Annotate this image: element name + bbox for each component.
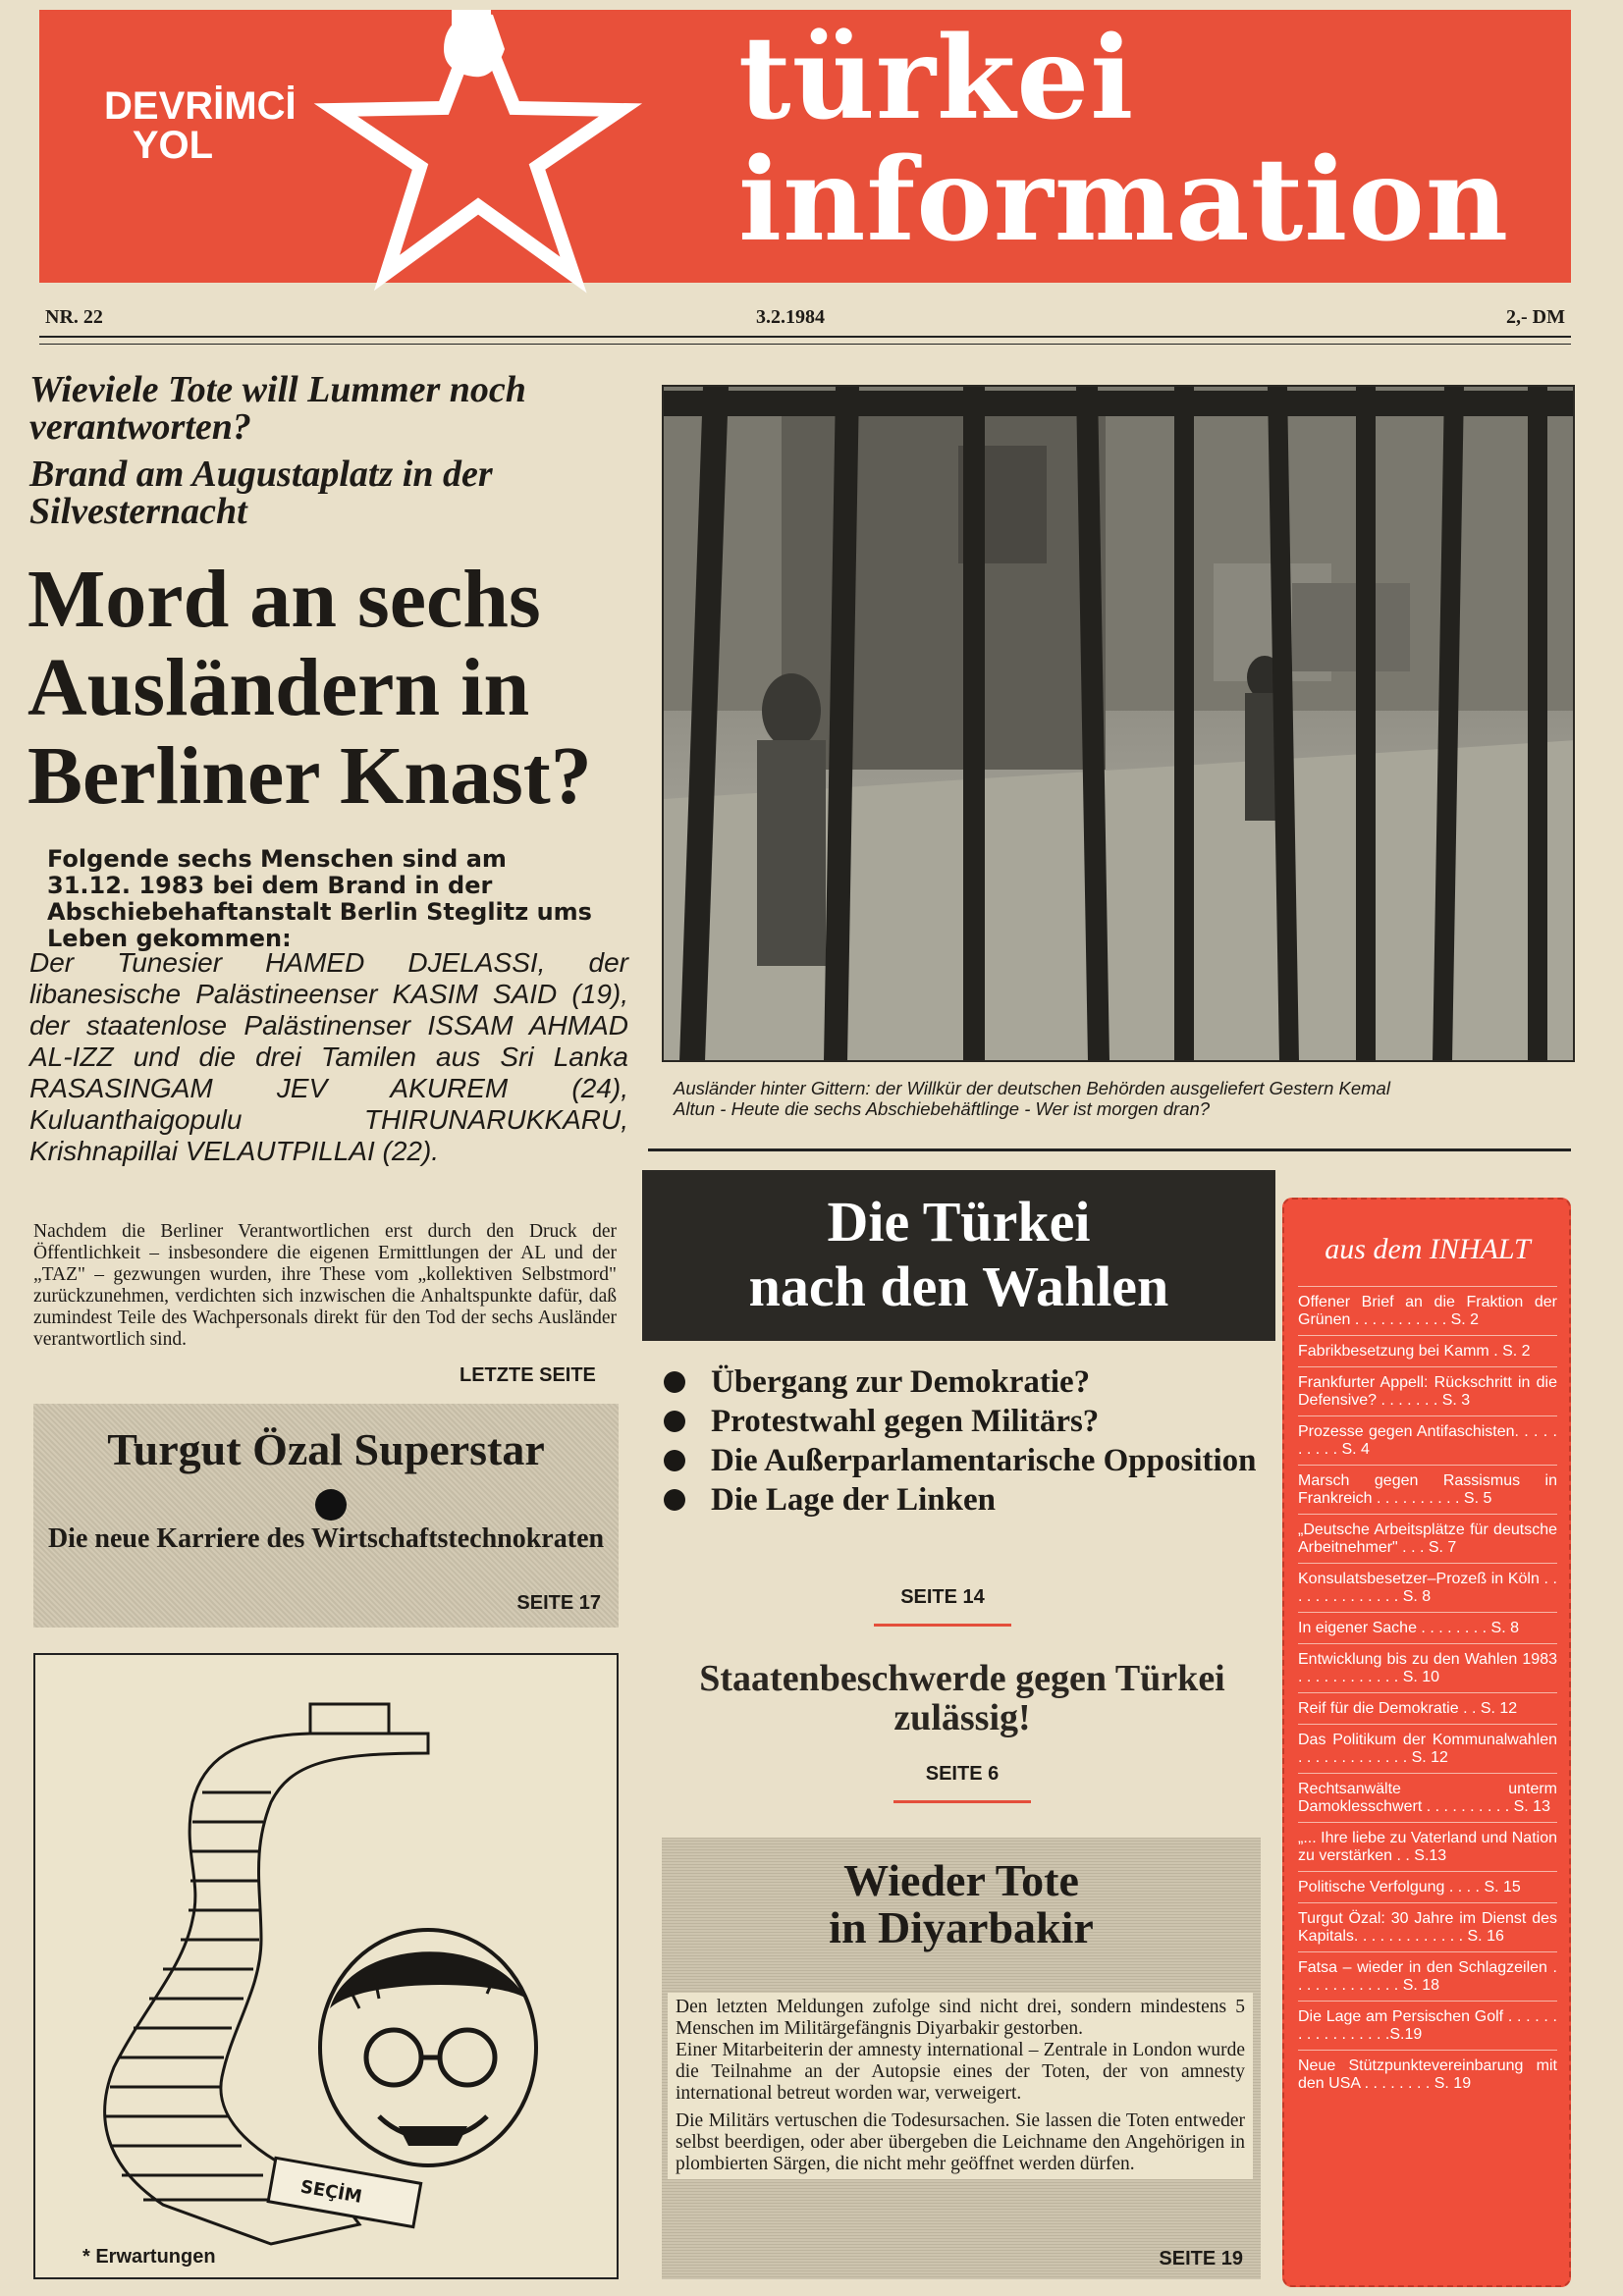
contents-item: Die Lage am Persischen Golf . . . . . . . . . . . . . . . . .S.19 bbox=[1298, 2001, 1557, 2050]
paragraph: Einer Mitarbeiterin der amnesty international – Zentrale in London wurde die Teilnahme an der Autopsie eines der Toten, der von amnesty international betreut worden war, verweigert. bbox=[676, 2040, 1245, 2104]
list-item bbox=[660, 1402, 1288, 1441]
contents-item: „... Ihre liebe zu Vaterland und Nation zu verstärken . . S.13 bbox=[1298, 1822, 1557, 1871]
red-divider bbox=[874, 1624, 1011, 1627]
wahlen-headline-2: nach den Wahlen bbox=[748, 1255, 1169, 1318]
wahlen-headline-1: Die Türkei bbox=[827, 1190, 1091, 1254]
ozal-subline: Die neue Karriere des Wirtschaftstechnokraten bbox=[47, 1523, 605, 1554]
lead-lede: Folgende sechs Menschen sind am 31.12. 1983 bei dem Brand in der Abschiebehaftanstalt Berlin Steglitz ums Leben gekommen: bbox=[47, 845, 592, 952]
bullet-text: Protestwahl gegen Militärs? bbox=[711, 1404, 1100, 1439]
kicker-1: Wieviele Tote will Lummer noch verantworten? bbox=[29, 369, 526, 448]
photo-caption: Ausländer hinter Gittern: der Willkür der deutschen Behörden ausgeliefert Gestern Kemal Altun - Heute die sechs Abschiebehäftlinge - Wer ist morgen dran? bbox=[674, 1078, 1390, 1119]
ozal-headline: Turgut Özal Superstar bbox=[107, 1424, 545, 1474]
bullet-text: Die Lage der Linken bbox=[711, 1482, 996, 1518]
paragraph: Den letzten Meldungen zufolge sind nicht drei, sondern mindestens 5 Menschen im Militärgefängnis Diyarbakir gestorben. bbox=[676, 1997, 1245, 2039]
lead-headline: Mord an sechs Ausländern in Berliner Knast? bbox=[27, 554, 592, 822]
masthead bbox=[39, 10, 1571, 283]
staaten-page-ref: SEITE 6 bbox=[925, 1763, 1000, 1785]
diyarbakir-headline-2: in Diyarbakir bbox=[829, 1902, 1094, 1952]
staaten-headline: Staatenbeschwerde gegen Türkei zulässig! bbox=[699, 1658, 1225, 1738]
divider-rule bbox=[648, 1148, 1571, 1151]
contents-item: Rechtsanwälte unterm Damoklesschwert . . . . . . . . . . S. 13 bbox=[1298, 1773, 1557, 1822]
prison-bars-photo bbox=[662, 385, 1575, 1062]
contents-heading: aus dem INHALT bbox=[1325, 1233, 1531, 1265]
title-line-1: türkei bbox=[738, 12, 1135, 145]
bullet-dot-icon bbox=[664, 1411, 685, 1432]
ozal-page-ref: SEITE 17 bbox=[516, 1592, 601, 1614]
contents-item: In eigener Sache . . . . . . . . S. 8 bbox=[1298, 1612, 1557, 1643]
bullet-dot-icon bbox=[664, 1450, 685, 1471]
divider-rule bbox=[39, 344, 1571, 345]
bullet-dot-icon bbox=[664, 1371, 685, 1393]
diyarbakir-headline bbox=[662, 1857, 1261, 1951]
list-item bbox=[660, 1441, 1288, 1480]
red-divider bbox=[893, 1800, 1031, 1803]
logo-line-2: YOL bbox=[132, 124, 214, 167]
contents-item: Fabrikbesetzung bei Kamm . S. 2 bbox=[1298, 1335, 1557, 1366]
contents-item: Politische Verfolgung . . . . S. 15 bbox=[1298, 1871, 1557, 1902]
title-line-2: information bbox=[738, 133, 1510, 267]
wahlen-page-ref: SEITE 14 bbox=[900, 1586, 985, 1608]
contents-item: Frankfurter Appell: Rückschritt in die Defensive? . . . . . . . S. 3 bbox=[1298, 1366, 1557, 1415]
wahlen-headline-box bbox=[642, 1170, 1275, 1341]
contents-sidebar bbox=[1282, 1198, 1571, 2287]
logo-line-1: DEVRİMCİ bbox=[104, 84, 297, 128]
contents-item: Offener Brief an die Fraktion der Grünen . . . . . . . . . . . S. 2 bbox=[1298, 1286, 1557, 1335]
diyarbakir-headline-1: Wieder Tote bbox=[843, 1855, 1079, 1905]
star-fist-icon bbox=[297, 10, 689, 294]
diyarbakir-body bbox=[668, 1993, 1253, 2179]
lead-body: Nachdem die Berliner Verantwortlichen erst durch den Druck der Öffentlichkeit – insbesondere die eigenen Ermittlungen der AL und der „TAZ" – gezwungen wurden, ihre These vom „kollektiven Selbstmord" zurückzunehmen, verdichten sich inzwischen die Anhaltspunkte dafür, daß zumindest Teile des Wachpersonals direkt für den Tod der sechs Ausländer verantwortlich sind. bbox=[33, 1221, 617, 1350]
kicker-2: Brand am Augustaplatz in der Silvesternacht bbox=[29, 454, 493, 532]
lead-victims-list: Der Tunesier HAMED DJELASSI, der libanesische Palästineenser KASIM SAID (19), der staatenlose Palästinenser ISSAM AHMAD AL-IZZ und die drei Tamilen aus Sri Lanka RASASINGAM JEV AKUREM (24), Kuluanthaigopulu THIRUNARUKKARU, Krishnapillai VELAUTPILLAI (22). bbox=[29, 947, 628, 1166]
contents-item: Konsulatsbesetzer–Prozeß in Köln . . . . . . . . . . . . . . S. 8 bbox=[1298, 1563, 1557, 1612]
staircase-cartoon-icon bbox=[35, 1655, 621, 2281]
devrimci-yol-logo bbox=[104, 84, 297, 167]
diyarbakir-page-ref: SEITE 19 bbox=[1159, 2248, 1243, 2269]
bullet-dot-icon bbox=[315, 1489, 347, 1521]
divider-rule bbox=[39, 336, 1571, 338]
photo-illustration bbox=[664, 387, 1575, 1062]
ozal-teaser-box bbox=[33, 1404, 619, 1628]
issue-price: 2,- DM bbox=[1506, 306, 1565, 328]
contents-item: Marsch gegen Rassismus in Frankreich . . . . . . . . . . S. 5 bbox=[1298, 1465, 1557, 1514]
issue-date: 3.2.1984 bbox=[756, 306, 825, 328]
bullet-text: Die Außerparlamentarische Opposition bbox=[711, 1443, 1257, 1478]
contents-item: Reif für die Demokratie . . S. 12 bbox=[1298, 1692, 1557, 1724]
bullet-text: Übergang zur Demokratie? bbox=[711, 1364, 1091, 1400]
ozal-cartoon bbox=[33, 1653, 619, 2279]
newspaper-title bbox=[738, 12, 1510, 267]
contents-item: Turgut Özal: 30 Jahre im Dienst des Kapitals. . . . . . . . . . . . . S. 16 bbox=[1298, 1902, 1557, 1951]
contents-item: Entwicklung bis zu den Wahlen 1983 . . . . . . . . . . . . S. 10 bbox=[1298, 1643, 1557, 1692]
contents-item: Das Politikum der Kommunalwahlen . . . . . . . . . . . . . S. 12 bbox=[1298, 1724, 1557, 1773]
issue-number: NR. 22 bbox=[45, 306, 103, 328]
contents-item: „Deutsche Arbeitsplätze für deutsche Arbeitnehmer" . . . S. 7 bbox=[1298, 1514, 1557, 1563]
diyarbakir-box bbox=[662, 1838, 1261, 2279]
wahlen-bullet-list bbox=[660, 1362, 1288, 1520]
list-item bbox=[660, 1480, 1288, 1520]
contents-item: Fatsa – wieder in den Schlagzeilen . . . . . . . . . . . . . S. 18 bbox=[1298, 1951, 1557, 2001]
cartoon-sign-text: SEÇİM bbox=[298, 2176, 364, 2208]
paragraph: Die Militärs vertuschen die Todesursachen. Sie lassen die Toten entweder selbst beerdigen, oder aber übergeben die Leichname den Angehörigen in plombierten Särgen, die nicht mehr geöffnet werden dürfen. bbox=[676, 2110, 1245, 2174]
cartoon-caption: * Erwartungen bbox=[82, 2246, 216, 2268]
list-item bbox=[660, 1362, 1288, 1402]
bullet-dot-icon bbox=[664, 1489, 685, 1511]
contents-item: Prozesse gegen Antifaschisten. . . . . . . . . . S. 4 bbox=[1298, 1415, 1557, 1465]
lead-page-ref: LETZTE SEITE bbox=[460, 1364, 596, 1386]
issue-meta-row bbox=[39, 304, 1571, 334]
contents-item: Neue Stützpunktevereinbarung mit den USA . . . . . . . . S. 19 bbox=[1298, 2050, 1557, 2099]
